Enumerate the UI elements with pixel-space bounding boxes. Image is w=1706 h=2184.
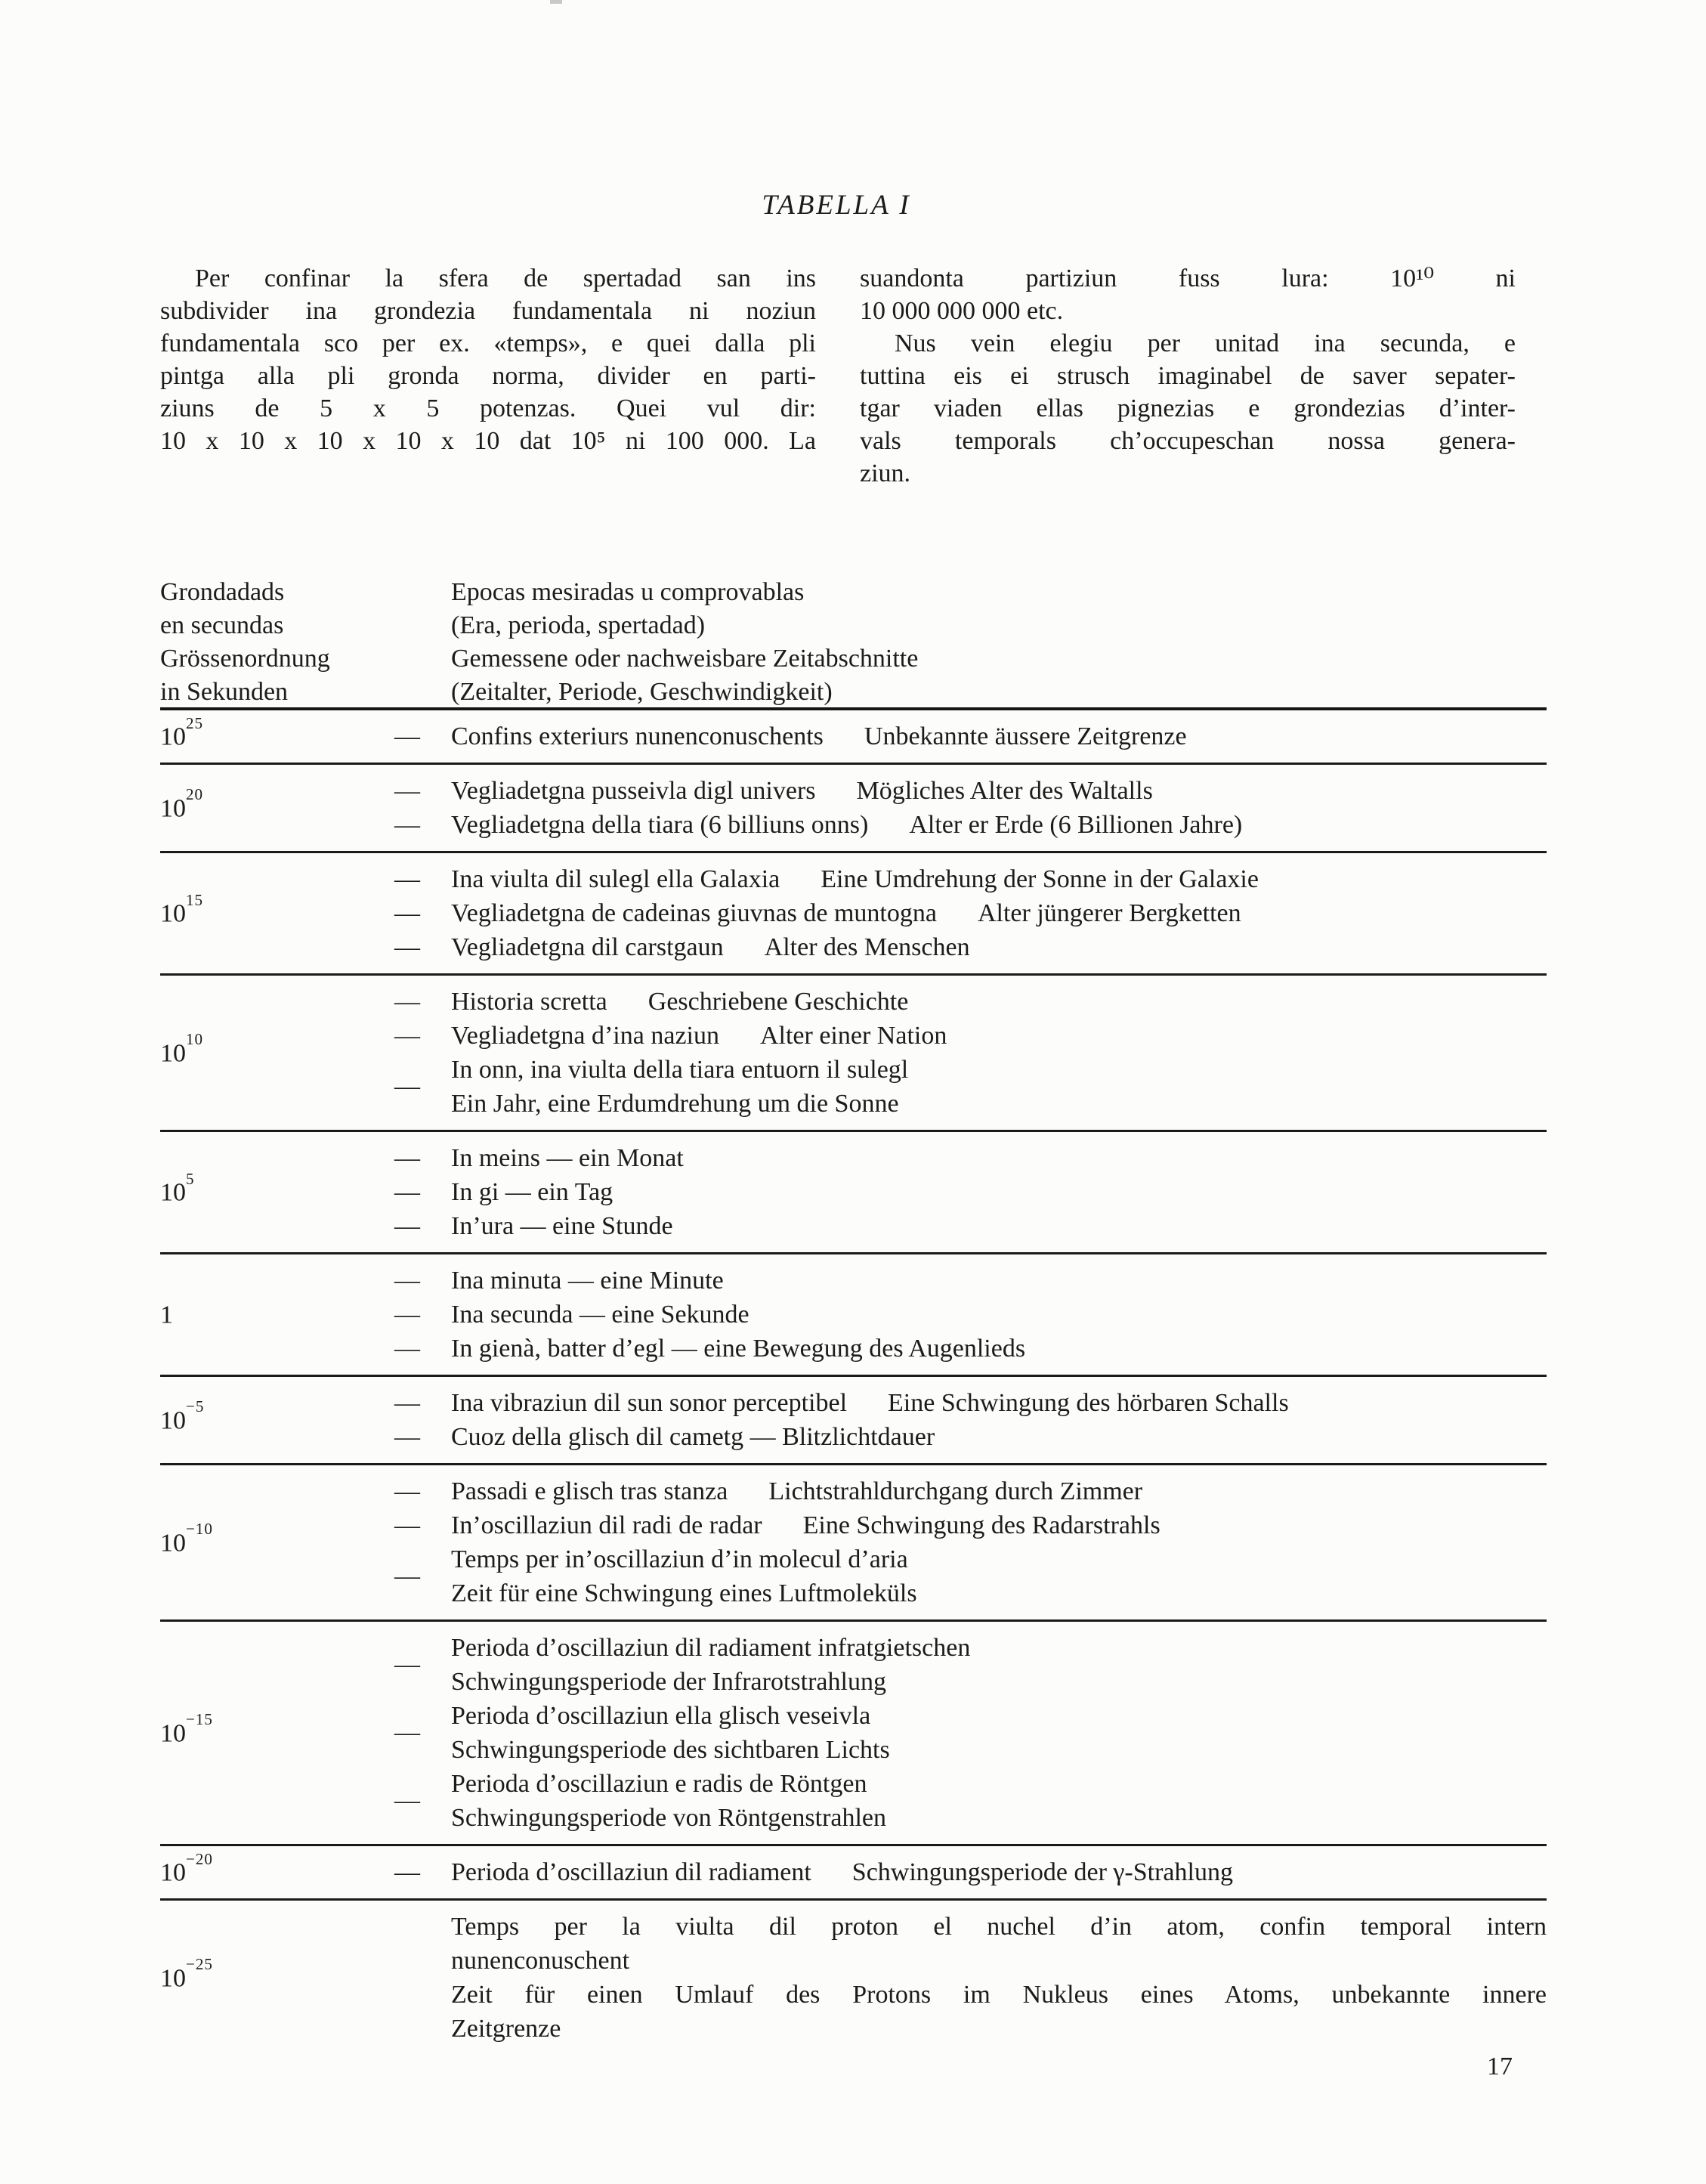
entry-text-romansh: In’oscillaziun dil radi de radar [451,1511,762,1539]
dash-icon: — [394,1388,420,1417]
paragraph-line: Per confinar la sfera de spertadad san ins [195,264,816,292]
entry-text-german: Alter einer Nation [759,1022,947,1050]
entry-text-romansh: Vegliadetgna dil carstgaun [451,933,724,961]
dash-icon: — [394,1143,420,1172]
dash-icon: — [394,987,420,1016]
dash-icon: — [394,1562,420,1590]
table-row [160,851,1547,973]
table-entry [394,1855,1547,1889]
header-line: Grondadads [160,578,285,606]
exponent: −25 [186,1955,213,1974]
entry-line-romansh: Temps per in’oscillaziun d’in molecul d’aria [451,1545,908,1573]
magnitude-column-header [160,576,451,709]
table-entry [394,1175,1547,1209]
table-entry [394,1420,1547,1454]
dash-icon: — [394,1477,420,1505]
table-entry [394,719,1547,753]
table-row [160,973,1547,1130]
entry-line-romansh: Perioda d’oscillaziun e radis de Röntgen [451,1770,867,1798]
paragraph-line: tgar viaden ellas pignezias e grondezias d’inter- [860,394,1516,422]
entry-line-romansh: Perioda d’oscillaziun ella glisch veseivla [451,1702,871,1730]
table-row [160,1375,1547,1463]
entry-text: Cuoz della glisch dil cametg — Blitzlichtdauer [451,1423,935,1451]
header-line: Gemessene oder nachweisbare Zeitabschnitte [451,645,919,673]
paragraph-line: ziun. [860,459,911,487]
entry-line-romansh: Perioda d’oscillaziun dil radiament infratgietschen [451,1634,971,1662]
table-entry [394,774,1547,808]
page-number: 17 [1487,2053,1513,2080]
table-entry [394,1298,1547,1332]
entry-text-romansh: Ina vibraziun dil sun sonor perceptibel [451,1389,848,1417]
magnitude-label: $10^{-10}$ [160,1520,213,1558]
magnitude-label: $10^{25}$ [160,713,204,751]
table-entry [394,1508,1547,1542]
exponent: −10 [186,1520,213,1539]
paragraph-line: 10 x 10 x 10 x 10 x 10 dat 10⁵ ni 100 000. La [160,427,816,455]
exponent: 10 [186,1030,204,1049]
entry-line-german: Schwingungsperiode von Röntgenstrahlen [451,1804,887,1832]
entry-text: In gienà, batter d’egl — eine Bewegung des Augenlieds [451,1335,1026,1363]
entry-text-german: Unbekannte äussere Zeitgrenze [864,722,1187,750]
dash-icon: — [394,1211,420,1240]
entry-text-german: Schwingungsperiode der γ-Strahlung [851,1858,1233,1886]
dash-icon: — [394,933,420,961]
intro-column-left [160,262,816,490]
entry-text-romansh: Vegliadetgna d’ina naziun [451,1022,719,1050]
paragraph-line: 10 000 000 000 etc. [860,297,1064,325]
entry-text-german: Eine Schwingung des Radarstrahls [802,1511,1161,1539]
entry-line-german: Schwingungsperiode der Infrarotstrahlung [451,1668,886,1696]
entry-line-romansh: nunenconuschent [451,1947,630,1975]
table-entry [394,1386,1547,1420]
table-row [160,1844,1547,1898]
paragraph-line: pintga alla pli gronda norma, divider en parti- [160,362,816,390]
paragraph-line: ziuns de 5 x 5 potenzas. Quei vul dir: [160,394,816,422]
table-entry [394,1699,1547,1767]
exponent: −15 [186,1710,213,1729]
magnitude-label: $10^{15}$ [160,890,204,928]
entry-text-romansh: Historia scretta [451,988,607,1016]
entry-line-german: Schwingungsperiode des sichtbaren Lichts [451,1736,890,1764]
entry-text-romansh: Vegliadetgna della tiara (6 billiuns onns) [451,811,869,839]
entry-text-german: Mögliches Alter des Waltalls [856,777,1153,805]
exponent: 15 [186,890,204,909]
table-row [160,1619,1547,1844]
dash-icon: — [394,722,420,750]
header-line: (Era, perioda, spertadad) [451,611,706,639]
paragraph-line: fundamentala sco per ex. «temps», e quei dalla pli [160,329,816,357]
magnitude-label: $10^{10}$ [160,1030,204,1068]
entry-text-german: Geschriebene Geschichte [647,988,909,1016]
exponent: 25 [186,713,204,732]
dash-icon: — [394,1266,420,1295]
dash-icon: — [394,865,420,893]
dash-icon: — [394,1786,420,1814]
entry-text-german: Lichtstrahldurchgang durch Zimmer [768,1477,1143,1505]
entry-line-romansh: In onn, ina viulta della tiara entuorn il sulegl [451,1056,909,1084]
entry-text: Ina secunda — eine Sekunde [451,1301,749,1329]
dash-icon: — [394,1422,420,1451]
table-entry [394,1631,1547,1699]
table-row [160,710,1547,763]
table-entry [394,985,1547,1019]
entry-text-romansh: Confins exteriurs nunenconuschents [451,722,824,750]
table-entry [394,1332,1547,1366]
entry-text: Ina minuta — eine Minute [451,1267,724,1295]
page-title: TABELLA I [762,190,911,221]
dash-icon: — [394,776,420,805]
table-entry [394,1019,1547,1053]
entry-line-german: Zeit für eine Schwingung eines Luftmoleküls [451,1579,917,1607]
entry-text-romansh: Ina viulta dil sulegl ella Galaxia [451,865,780,893]
dash-icon: — [394,1650,420,1678]
entry-text-german: Alter jüngerer Bergketten [977,899,1241,927]
magnitude-label: $10^{20}$ [160,785,204,823]
entry-text-romansh: Vegliadetgna de cadeinas giuvnas de muntogna [451,899,937,927]
magnitude-label: $10^{-20}$ [160,1849,213,1887]
entry-text-romansh: Perioda d’oscillaziun dil radiament [451,1858,811,1886]
paragraph-line: tuttina eis ei strusch imaginabel de saver sepater- [860,362,1516,390]
table-entry [394,1209,1547,1243]
table-entry [394,1141,1547,1175]
dash-icon: — [394,1511,420,1539]
magnitude-table [160,707,1547,2055]
table-row [160,1252,1547,1375]
intro-column-right [860,262,1516,490]
entry-text-german: Eine Umdrehung der Sonne in der Galaxie [821,865,1259,893]
epochs-column-header [451,576,1547,709]
dash-icon: — [394,1718,420,1746]
scan-artifact [550,0,562,4]
table-entry [394,1910,1547,2046]
table-entry [394,930,1547,964]
header-line: Grössenordnung [160,645,330,673]
dash-icon: — [394,1021,420,1050]
entry-text-romansh: Vegliadetgna pusseivla digl univers [451,777,816,805]
exponent: −20 [186,1849,213,1868]
header-line: in Sekunden [160,678,289,706]
dash-icon: — [394,1334,420,1363]
table-entry [394,1053,1547,1121]
entry-text: In meins — ein Monat [451,1144,684,1172]
paragraph-line: Nus vein elegiu per unitad ina secunda, e [895,329,1516,357]
table-row [160,763,1547,851]
entry-text: In’ura — eine Stunde [451,1212,673,1240]
magnitude-label: $10^{-15}$ [160,1710,213,1748]
exponent: 20 [186,785,204,804]
entry-line-german: Zeitgrenze [451,2015,561,2043]
dash-icon: — [394,1177,420,1206]
dash-icon: — [394,1072,420,1100]
dash-icon: — [394,1858,420,1886]
table-row [160,1898,1547,2055]
dash-icon: — [394,1300,420,1329]
magnitude-label: $10^5$ [160,1169,195,1207]
entry-text-german: Alter er Erde (6 Billionen Jahre) [909,811,1243,839]
entry-text-romansh: Passadi e glisch tras stanza [451,1477,728,1505]
table-entry [394,1264,1547,1298]
paragraph-line: suandonta partiziun fuss lura: 10¹⁰ ni [860,264,1516,292]
dash-icon: — [394,899,420,927]
table-entry [394,1474,1547,1508]
entry-text: In gi — ein Tag [451,1178,613,1206]
header-line: Epocas mesiradas u comprovablas [451,578,805,606]
header-line: (Zeitalter, Periode, Geschwindigkeit) [451,678,833,706]
table-row [160,1130,1547,1252]
table-entry [394,1542,1547,1610]
intro-paragraphs [160,262,1520,490]
entry-line-german: Zeit für einen Umlauf des Protons im Nukleus eines Atoms, unbekannte innere [451,1981,1547,2009]
magnitude-label: 1 [160,1301,173,1329]
paragraph-line: vals temporals ch’occupeschan nossa genera- [860,427,1516,455]
table-entry [394,1767,1547,1835]
exponent: −5 [186,1397,205,1416]
entry-text-german: Eine Schwingung des hörbaren Schalls [888,1389,1289,1417]
paragraph-line: subdivider ina grondezia fundamentala ni noziun [160,297,816,325]
entry-line-romansh: Temps per la viulta dil proton el nuchel d’in atom, confin temporal intern [451,1913,1547,1941]
table-row [160,1463,1547,1619]
dash-icon: — [394,810,420,839]
entry-text-german: Alter des Menschen [764,933,970,961]
table-entry [394,808,1547,842]
entry-line-german: Ein Jahr, eine Erdumdrehung um die Sonne [451,1090,899,1118]
table-entry [394,896,1547,930]
table-entry [394,862,1547,896]
magnitude-label: $10^{-25}$ [160,1955,213,1993]
table-header [160,576,1547,709]
magnitude-label: $10^{-5}$ [160,1397,205,1435]
exponent: 5 [186,1169,195,1188]
header-line: en secundas [160,611,284,639]
